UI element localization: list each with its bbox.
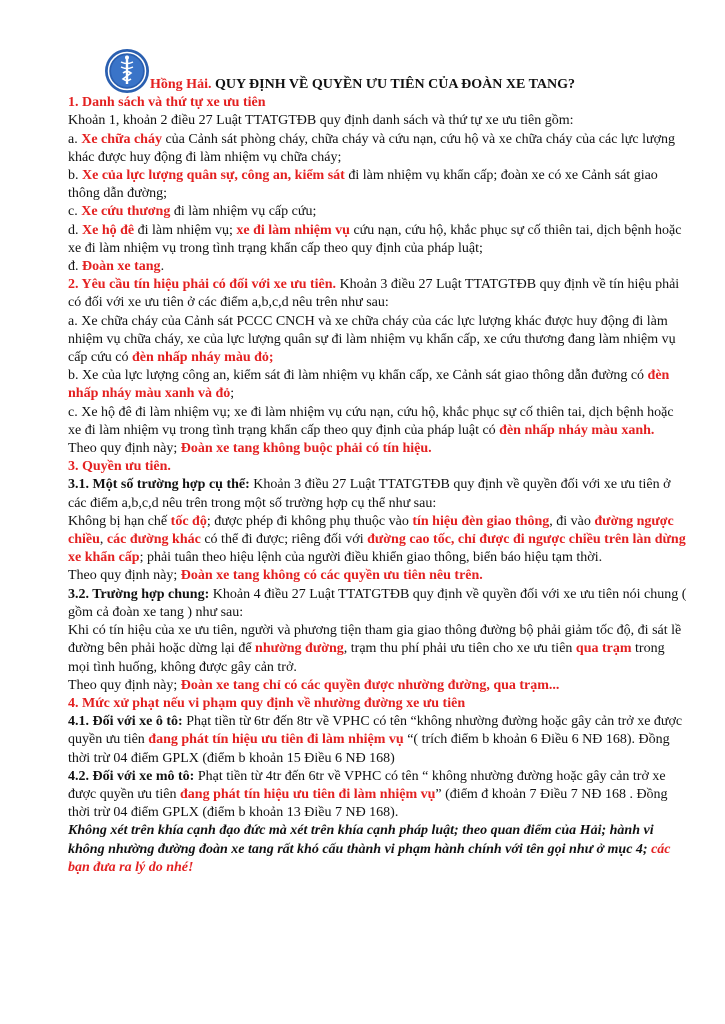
highlight: Xe hộ đê (82, 222, 135, 238)
highlight: đèn nhấp nháy màu xanh. (499, 422, 655, 438)
section-1-item-a: a. Xe chữa cháy của Cảnh sát phòng cháy, chữa cháy và cứu nạn, cứu hộ và xe chữa cháy của các lực lượng khác được huy động đi làm nhiệm vụ chữa cháy; (68, 131, 675, 165)
section-3-1-body: Không bị hạn chế tốc độ; được phép đi không phụ thuộc vào tín hiệu đèn giao thông, đi vào đường ngược chiều, các đường khác có thể đi được; riêng đối với đường cao tốc, chỉ được đi ngược chiều trên làn dừng xe khẩn cấp; phải tuân theo hiệu lệnh của người điều khiển giao thông, biển báo hiệu tạm thời. (68, 513, 686, 566)
section-1-item-b: b. Xe của lực lượng quân sự, công an, kiểm sát đi làm nhiệm vụ khẩn cấp; đoàn xe có xe Cảnh sát giao thông dẫn đường; (68, 168, 658, 202)
section-1-intro: Khoản 1, khoản 2 điều 27 Luật TTATGTĐB quy định danh sách và thứ tự xe ưu tiên gồm: (68, 113, 574, 129)
section-3-2: 3.2. Trường hợp chung: Khoản 4 điều 27 Luật TTATGTĐB quy định về quyền đối với xe ưu tiên nói chung ( gồm cả đoàn xe tang ) như sau: (68, 586, 687, 620)
section-4-2: 4.2. Đối với xe mô tô: Phạt tiền từ 4tr đến 6tr về VPHC có tên “ không nhường đường hoặc gây cản trở xe được quyền ưu tiên đang phát tín hiệu ưu tiên đi làm nhiệm vụ” (điểm đ khoản 7 Điều 7 NĐ 168 . Đồng thời trừ 04 điểm GPLX (điểm b khoản 13 Điều 7 NĐ 168). (68, 768, 668, 821)
highlight: Xe chữa cháy (81, 131, 162, 147)
title-text: QUY ĐỊNH VỀ QUYỀN ƯU TIÊN CỦA ĐOÀN XE TANG? (211, 77, 575, 92)
section-2-heading: 2. Yêu cầu tín hiệu phải có đối với xe ưu tiên. Khoản 3 điều 27 Luật TTATGTĐB quy định về tín hiệu phải có đối với xe ưu tiên ở các điểm a,b,c,d nêu trên như sau: (68, 277, 680, 311)
section-4-heading: 4. Mức xử phạt nếu vi phạm quy định về nhường đường xe ưu tiên (68, 695, 466, 711)
section-3-1-note: Theo quy định này; Đoàn xe tang không có các quyền ưu tiên nêu trên. (68, 568, 483, 584)
section-2-note: Theo quy định này; Đoàn xe tang không buộc phải có tín hiệu. (68, 441, 432, 457)
document-body (68, 76, 688, 877)
highlight: đèn nhấp nháy màu xanh và đỏ (68, 368, 670, 402)
highlight: xe đi làm nhiệm vụ (236, 222, 350, 238)
author-name: Hồng Hải. (150, 77, 212, 92)
section-1-item-d: d. Xe hộ đê đi làm nhiệm vụ; xe đi làm nhiệm vụ cứu nạn, cứu hộ, khắc phục sự cố thiên tai, dịch bệnh hoặc xe đi làm nhiệm vụ trong tình trạng khẩn cấp theo quy định của pháp luật; (68, 222, 682, 256)
highlight: Đoàn xe tang (82, 259, 161, 275)
section-3-2-body: Khi có tín hiệu của xe ưu tiên, người và phương tiện tham gia giao thông đường bộ phải giảm tốc độ, đi sát lề đường bên phải hoặc dừng lại để nhường đường, trạm thu phí phải ưu tiên cho xe ưu tiên qua trạm trong mọi tình huống, không được gây cản trở. (68, 623, 682, 675)
highlight: Đoàn xe tang không buộc phải có tín hiệu. (180, 441, 432, 457)
closing-remark: Không xét trên khía cạnh đạo đức mà xét trên khía cạnh pháp luật; theo quan điểm của Hải; hành vi không nhường đường đoàn xe tang rất khó cấu thành vi phạm hành chính với tên gọi như ở mục 4; các bạn đưa ra lý do nhé! (68, 823, 671, 875)
section-3-1: 3.1. Một số trường hợp cụ thể: Khoản 3 điều 27 Luật TTATGTĐB quy định về quyền đối với xe ưu tiên ở các điểm a,b,c,d nêu trên trong một số trường hợp cụ thể như sau: (68, 477, 671, 511)
section-4-1: 4.1. Đối với xe ô tô: Phạt tiền từ 6tr đến 8tr về VPHC có tên “không nhường đường hoặc gây cản trở xe được quyền ưu tiên đang phát tín hiệu ưu tiên đi làm nhiệm vụ “( trích điểm b khoản 6 Điều 6 NĐ 168). Đồng thời trừ 04 điểm GPLX (điểm b khoản 15 Điều 6 NĐ 168) (68, 714, 683, 766)
section-1-item-c: c. Xe cứu thương đi làm nhiệm vụ cấp cứu; (68, 204, 317, 220)
highlight: Xe cứu thương (81, 204, 171, 220)
section-2-item-b: b. Xe của lực lượng công an, kiểm sát đi làm nhiệm vụ khẩn cấp, xe Cảnh sát giao thông dẫn đường có đèn nhấp nháy màu xanh và đỏ; (68, 368, 670, 402)
section-2-item-c: c. Xe hộ đê đi làm nhiệm vụ; xe đi làm nhiệm vụ cứu nạn, cứu hộ, khắc phục sự cố thiên tai, dịch bệnh hoặc xe đi làm nhiệm vụ trong tình trạng khẩn cấp theo quy định của pháp luật có đèn nhấp nháy màu xanh. (68, 404, 674, 438)
section-3-heading: 3. Quyền ưu tiên. (68, 459, 171, 475)
section-1-heading: 1. Danh sách và thứ tự xe ưu tiên (68, 95, 266, 111)
document-title (68, 76, 688, 94)
highlight: đèn nhấp nháy màu đỏ; (131, 350, 274, 366)
section-3-2-note: Theo quy định này; Đoàn xe tang chỉ có các quyền được nhường đường, qua trạm... (68, 677, 560, 693)
section-2-item-a: a. Xe chữa cháy của Cảnh sát PCCC CNCH và xe chữa cháy của các lực lượng khác được huy động đi làm nhiệm vụ chữa cháy, xe của lực lượng quân sự đi làm nhiệm vụ khẩn cấp, xe cứu thương đang làm nhiệm vụ cấp cứu có đèn nhấp nháy màu đỏ; (68, 313, 676, 366)
highlight: Xe của lực lượng quân sự, công an, kiểm sát (82, 168, 345, 184)
section-1-item-e: đ. Đoàn xe tang. (68, 259, 165, 275)
